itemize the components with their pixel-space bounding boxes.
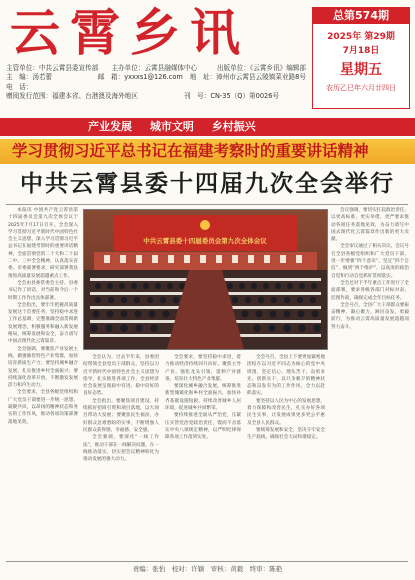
article-column-3: 全会要求，要坚持稳中求进，着力推动经济持续回升向好。聚焦主导产业，强化龙头引领，延伸产业链条，培育壮大特色产业集群。 要深化城乡融合发展，统筹推进新型城镇化和乡村全面振兴，加快补齐基础设施短板，持续改善城乡人居环境，促进城乡共同繁荣。 要持续推进全面从严治党，压紧压实管党治党政治责任，锲而不舍落实中央八项规定精神，以严明纪律保障各项工作落到实处。 [165,355,241,441]
sponsor: 主管单位：中共云霄县委宣传部 [6,64,99,72]
divider [6,204,408,205]
article-column-1: 本报讯 中国共产党云霄县第十四届委员会第九次全体会议于2025年7月17日召开。全会深入学习贯彻习近平新时代中国特色社会主义思想，深入学习贯彻习近平总书记在福建考察时的重要讲话精神，全面贯彻党的二十大和二十届二中、三中全会精神，认真落实省委、市委部署要求，研究部署我县推进高质量发展超越重点工作。 全会由县委常委会主持。县委书记作了讲话，对当前和今后一个时期工作作出具体部署。 全会指出，要牢牢把握高质量发展这个首要任务，坚持稳中求进工作总基调，完整准确全面贯彻新发展理念，积极服务和融入新发展格局，统筹发展和安全，奋力谱写中国式现代化云霄篇章。 全会强调，要聚焦产业发展主线，做强做优特色产业集群，加快培育新质生产力；要坚持城乡融合发展，扎实推进乡村全面振兴；要持续深化改革开放，不断激发发展活力和内生动力。 全会要求，全县各级党组织和广大党员干部要进一步统一思想、凝聚共识，以昂扬的精神状态和务实的工作作风，推动各项决策部署落地见效。 [8,208,78,425]
slogan-2: 城市文明 [149,120,194,133]
slogan-1: 产业发展 [88,120,132,133]
article-column-2: 全会认为，过去半年来，县委团结带领全县党员干部群众，坚持以习近平新时代中国特色社会主义思想为指导，扎实推进各项工作，全县经济社会发展呈现稳中有进、稳中向好的良好态势。 全会指出，要聚焦项目建设，持续抓好招商引资和项目落地，以大项目带动大发展；要聚焦民生福祉，办好群众急难愁盼的实事，不断增强人民群众获得感、幸福感、安全感。 全会强调，要深化“一线工作法”，推动干部在一线解决问题、在一线推动落实，切实把会议精神转化为推动发展的强大动力。 [83,355,159,463]
meeting-hall-illustration [84,210,327,349]
organizer: 主办单位：云霄县融媒体中心 [111,64,198,72]
stage-screen-text: 中共云霄县委十四届委员会第九次全体会议 [143,237,267,245]
issue-lunar-date: 农历乙巳年六月廿四日 [326,84,396,92]
editorial-credits: 责编：张怡 校对：许颖 审核：黄毅 终审：陈艳 [132,565,283,573]
masthead [6,4,306,62]
email: 邮 箱：yxxxs1@126.com [97,73,183,82]
issue-weekday: 星期五 [340,62,382,78]
address: 地 址：漳州市云霄县云陵镇菜业路8号 [189,73,306,82]
footer-divider [6,561,408,562]
cn-number: 刊 号：CN-35（Q）第0026号 [184,92,280,101]
editor-label: 主 编： [6,73,33,82]
slogans [88,118,270,136]
theme-banner-text: 学习贯彻习近平总书记在福建考察时的重要讲话精神 [12,142,369,160]
editor-name: 汤若蕾 [32,73,53,82]
publisher: 出版单位：《云霄乡讯》编辑部 [216,64,306,72]
masthead-title: 云霄乡讯 [10,3,250,62]
main-headline: 中共云霄县委十四届九次全会举行 [20,170,395,197]
article-column-5: 会议强调，要切实扛起政治责任，以更高标准、更实举措、更严要求推动各项任务落地见效，为奋力谱写中国式现代化云霄篇章作出新的更大贡献。 全会审议通过了相关决议。会议号召全县各级党组织和广大党员干部，进一步增强“四个意识”、坚定“四个自信”、做到“两个维护”，以高度的政治自觉和行动自觉抓好贯彻落实。 全会还对下半年重点工作进行了全面部署，要求各级各部门对标对表、挂图作战，确保完成全年目标任务。 全会号召，全县广大干部群众要振奋精神、凝心聚力，踔厉奋发、勇毅前行，为推动云霄高质量发展超越而努力奋斗。 [331,208,409,330]
distribution: 赠阅发行范围：福建本省、台港澳及海外地区 [6,92,138,101]
issue-box [312,7,410,109]
issue-year-number: 2025年 第29期 [327,32,395,42]
issue-total: 总第574期 [313,8,409,24]
issue-date: 7月18日 [342,46,380,56]
phone-label: 电 话： [6,82,33,91]
publication-info [6,64,306,102]
meeting-photo [83,209,328,350]
slogan-3: 乡村振兴 [211,120,256,133]
article-column-4: 全会号召，全县上下要更加紧密地团结在以习近平同志为核心的党中央周围，坚定信心、埋头苦干，奋勇争先、创新实干，以只争朝夕的精神状态和奋发有为的工作作风，全力以赴抓落实。 要坚持以人民为中心的发展思想，着力保障和改善民生，扎实办好各项民生实事，让发展成果更多更公平惠及全县人民群众。 要统筹发展和安全，坚决守牢安全生产底线，确保社会大局和谐稳定。 [247,355,325,441]
